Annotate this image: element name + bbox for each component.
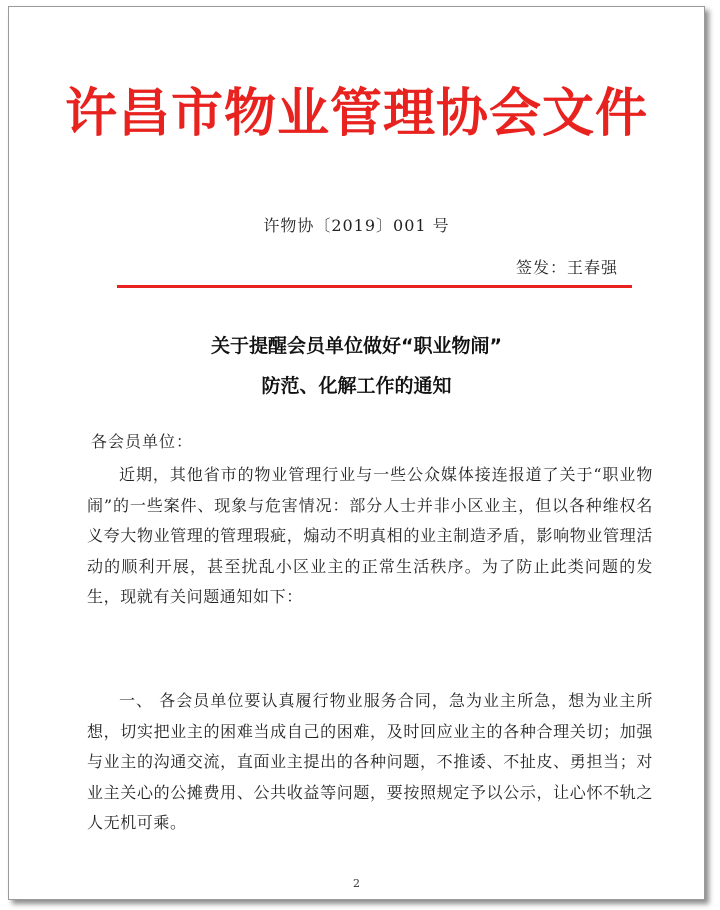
body-paragraph-1: 近期，其他省市的物业管理行业与一些公众媒体接连报道了关于“职业物闹”的一些案件、现象与危害情况：部分人士并非小区业主，但以各种维权名义夸大物业管理的管理瑕疵，煽动不明真相的业主制造矛盾，影响物业管理活动的顺利开展，甚至扰乱小区业主的正常生活秩序。为了防止此类问题的发生，现就有关问题通知如下：: [87, 465, 653, 607]
org-title: 许昌市物业管理协会文件: [64, 83, 648, 144]
document-page: [8, 6, 705, 900]
document-number: 许物协〔2019〕001 号: [263, 216, 450, 235]
red-divider: [117, 285, 632, 288]
notice-title-line2: 防范、化解工作的通知: [261, 375, 452, 397]
notice-title-line1: 关于提醒会员单位做好“职业物闹”: [211, 335, 502, 357]
signer: 签发：王春强: [515, 258, 618, 277]
salutation: 各会员单位：: [91, 432, 194, 451]
body-paragraph-2: 一、 各会员单位要认真履行物业服务合同，急为业主所急，想为业主所想，切实把业主的困难当成自己的困难，及时回应业主的各种合理关切；加强与业主的沟通交流，直面业主提出的各种问题，不推诿、不扯皮、勇担当；对业主关心的公摊费用、公共收益等问题，要按照规定予以公示，让心怀不轨之人无机可乘。: [87, 691, 653, 833]
page-number: 2: [353, 877, 360, 890]
